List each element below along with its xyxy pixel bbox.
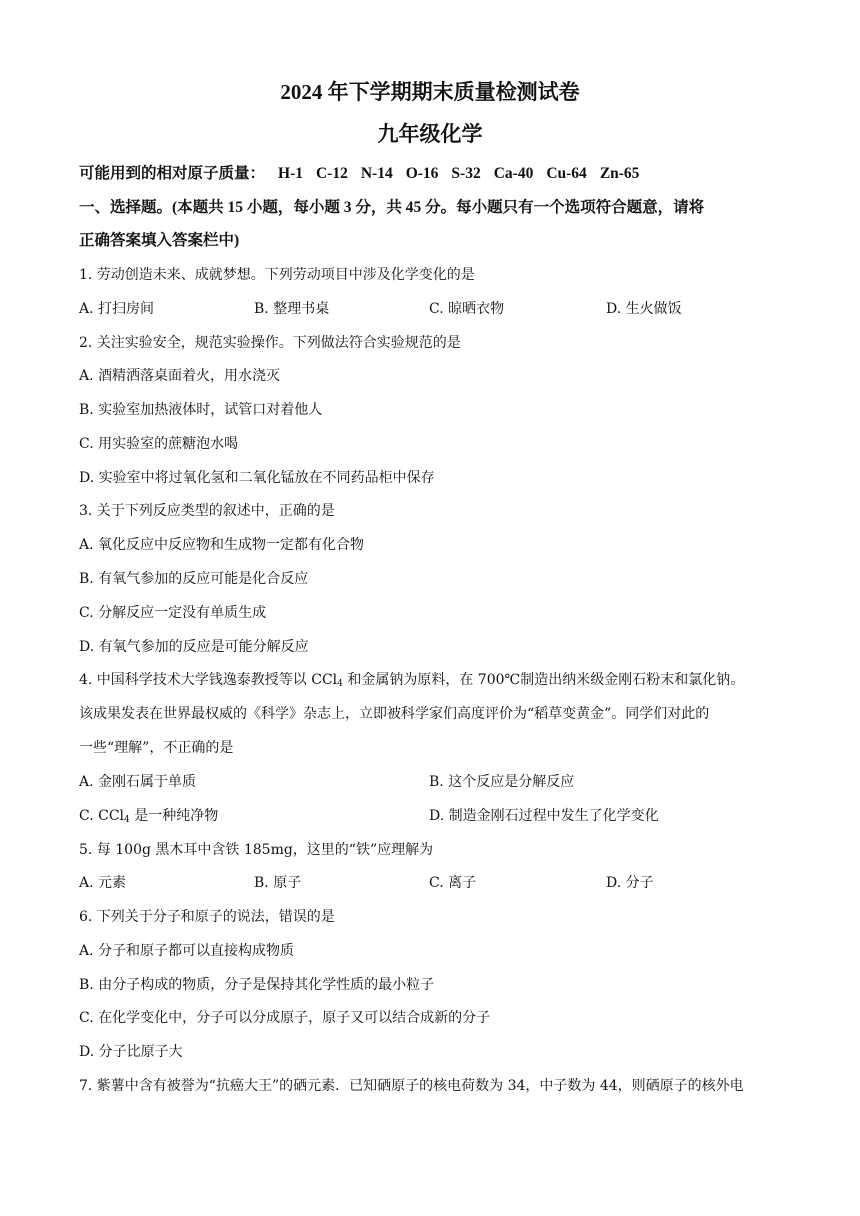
- question-4-stem-line3: 一些“理解”，不正确的是: [79, 740, 234, 756]
- question-1-option-d: D. 生火做饭: [606, 301, 682, 317]
- question-4-option-c: C. CCl$_4$ 是一种纯净物: [79, 808, 219, 825]
- question-1-option-b: B. 整理书桌: [254, 301, 330, 317]
- question-1-stem: 1. 劳动创造未来、成就梦想。下列劳动项目中涉及化学变化的是: [79, 267, 475, 283]
- question-2-option-c: C. 用实验室的蔗糖泡水喝: [79, 436, 239, 452]
- question-2-option-b: B. 实验室加热液体时，试管口对着他人: [79, 402, 323, 418]
- question-5-stem: 5. 每 100g 黑木耳中含铁 185mg，这里的“铁”应理解为: [79, 842, 434, 858]
- question-3-option-b: B. 有氧气参加的反应可能是化合反应: [79, 571, 309, 587]
- question-6-option-b: B. 由分子构成的物质，分子是保持其化学性质的最小粒子: [79, 977, 435, 993]
- atomic-mass: N-14: [360, 165, 393, 182]
- atomic-mass: S-32: [451, 165, 481, 182]
- exam-title: 2024 年下学期期末质量检测试卷: [280, 80, 580, 104]
- question-1-option-c: C. 晾晒衣物: [429, 301, 505, 317]
- question-3-option-c: C. 分解反应一定没有单质生成: [79, 605, 267, 621]
- question-5-option-d: D. 分子: [606, 875, 654, 891]
- question-1-option-a: A. 打扫房间: [79, 301, 155, 317]
- question-3-option-d: D. 有氧气参加的反应是可能分解反应: [79, 639, 309, 655]
- section-heading-cont: 正确答案填入答案栏中): [79, 232, 240, 249]
- question-3-stem: 3. 关于下列反应类型的叙述中，正确的是: [79, 503, 335, 519]
- question-2-stem: 2. 关注实验安全，规范实验操作。下列做法符合实验规范的是: [79, 335, 461, 351]
- question-6-option-c: C. 在化学变化中，分子可以分成原子，原子又可以结合成新的分子: [79, 1010, 491, 1026]
- section-heading: 一、选择题。(本题共 15 小题，每小题 3 分，共 45 分。每小题只有一个选项符合题意，请将: [79, 199, 705, 216]
- question-6-stem: 6. 下列关于分子和原子的说法，错误的是: [79, 909, 335, 925]
- exam-subject: 九年级化学: [377, 122, 483, 146]
- question-4-stem-line1: 4. 中国科学技术大学钱逸泰教授等以 CCl$_4$ 和金属钠为原料，在 700℃制造出纳米级金刚石粉末和氯化钠。: [79, 672, 745, 689]
- question-7-stem: 7. 紫薯中含有被誉为“抗癌大王”的硒元素．已知硒原子的核电荷数为 34，中子数为 44，则硒原子的核外电: [79, 1078, 744, 1094]
- atomic-masses-label: 可能用到的相对原子质量：: [79, 165, 266, 182]
- question-5-option-a: A. 元素: [79, 875, 127, 891]
- atomic-mass: H-1: [278, 165, 303, 182]
- question-5-option-c: C. 离子: [429, 875, 477, 891]
- question-2-option-d: D. 实验室中将过氧化氢和二氧化锰放在不同药品柜中保存: [79, 470, 435, 486]
- question-4-option-d: D. 制造金刚石过程中发生了化学变化: [429, 808, 659, 824]
- atomic-masses: [79, 162, 639, 186]
- question-4-option-a: A. 金刚石属于单质: [79, 774, 197, 790]
- question-6-option-a: A. 分子和原子都可以直接构成物质: [79, 943, 295, 959]
- atomic-mass: C-12: [315, 165, 348, 182]
- atomic-mass: Ca-40: [493, 165, 534, 182]
- question-5-option-b: B. 原子: [254, 875, 302, 891]
- question-3-option-a: A. 氧化反应中反应物和生成物一定都有化合物: [79, 537, 365, 553]
- atomic-mass: Cu-64: [546, 165, 587, 182]
- atomic-mass: Zn-65: [599, 165, 640, 182]
- atomic-mass: O-16: [405, 165, 439, 182]
- question-4-option-b: B. 这个反应是分解反应: [429, 774, 575, 790]
- question-6-option-d: D. 分子比原子大: [79, 1044, 183, 1060]
- question-2-option-a: A. 酒精洒落桌面着火，用水浇灭: [79, 368, 281, 384]
- question-4-stem-line2: 该成果发表在世界最权威的《科学》杂志上，立即被科学家们高度评价为“稻草变黄金”。同学们对此的: [79, 706, 710, 722]
